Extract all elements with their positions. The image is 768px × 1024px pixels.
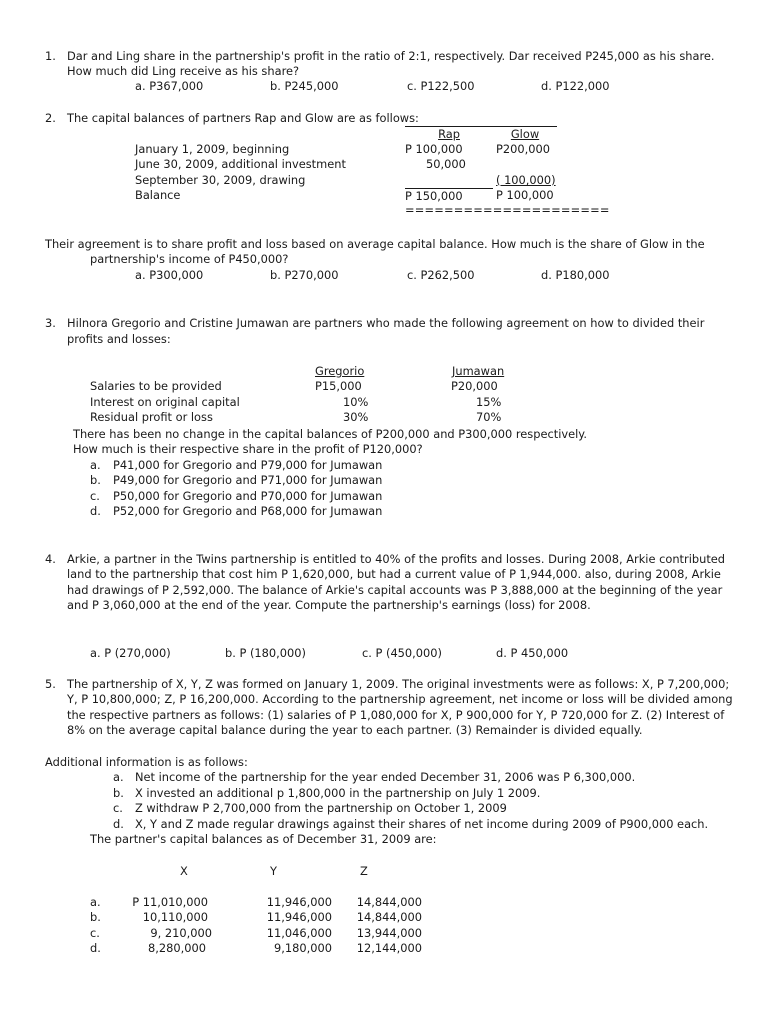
q1-number: 1.	[45, 49, 56, 63]
q3-note-line1: There has been no change in the capital balances of P200,000 and P300,000 respectively.	[73, 427, 588, 441]
q2-choice-a: a. P300,000	[135, 268, 204, 282]
q2-row-rap: P 100,000	[405, 142, 463, 156]
q3-note-line2: How much is their respective share in the profit of P120,000?	[73, 442, 423, 456]
q2-choice-c: c. P262,500	[407, 268, 475, 282]
q3-text-line2: profits and losses:	[67, 332, 171, 346]
q3-row-gregorio: 10%	[343, 395, 369, 409]
q5-choice-x: 10,110,000	[142, 910, 208, 924]
q5-choice-z: 14,844,000	[356, 910, 422, 924]
q4-text-line4: and P 3,060,000 at the end of the year. Compute the partnership's earnings (loss) for 2008.	[67, 598, 591, 612]
q5-choice-y: 9,180,000	[274, 941, 332, 955]
q3-choice-letter: c.	[90, 489, 100, 503]
q4-choice-b: b. P (180,000)	[225, 646, 306, 660]
q3-row-gregorio: P15,000	[315, 379, 362, 393]
q4-choice-d: d. P 450,000	[496, 646, 569, 660]
q5-text-line3: the respective partners as follows: (1) salaries of P 1,080,000 for X, P 900,000 for Y, P 720,000 for Z. (2) Interest of	[67, 708, 725, 722]
q4-text-line2: land to the partnership that cost him P 1,620,000, but had a current value of P 1,944,000. also, during 2008, Arkie	[67, 567, 721, 581]
q5-col-x-header: X	[180, 864, 188, 878]
q5-additional-letter: a.	[113, 770, 124, 784]
q3-choice-text: P49,000 for Gregorio and P71,000 for Jumawan	[113, 473, 383, 487]
q5-number: 5.	[45, 677, 56, 691]
q3-choice-letter: d.	[90, 504, 101, 518]
q3-choice-letter: a.	[90, 458, 101, 472]
q3-choice-text: P50,000 for Gregorio and P70,000 for Jumawan	[113, 489, 383, 503]
q5-choice-y: 11,946,000	[266, 910, 332, 924]
q2-row-rap: 50,000	[426, 157, 466, 171]
q4-text-line1: Arkie, a partner in the Twins partnership is entitled to 40% of the profits and losses. During 2008, Arkie contributed	[67, 552, 726, 566]
q5-choice-letter: a.	[90, 895, 101, 909]
q5-additional-text: Z withdraw P 2,700,000 from the partnership on October 1, 2009	[135, 801, 507, 815]
q2-row-glow: ( 100,000)	[496, 173, 556, 187]
q5-col-z-header: Z	[360, 864, 368, 878]
q3-choice-text: P41,000 for Gregorio and P79,000 for Jumawan	[113, 458, 383, 472]
q5-text-line2: Y, P 10,800,000; Z, P 16,200,000. According to the partnership agreement, net income or loss will be divided among	[67, 692, 733, 706]
q5-choice-x: P 11,010,000	[132, 895, 208, 909]
q4-text-line3: had drawings of P 2,592,000. The balance of Arkie's capital accounts was P 3,888,000 at the beginning of the year	[67, 583, 723, 597]
q2-row-glow: P200,000	[496, 142, 550, 156]
q5-additional-text: Net income of the partnership for the year ended December 31, 2006 was P 6,300,000.	[135, 770, 636, 784]
q3-text-line1: Hilnora Gregorio and Cristine Jumawan are partners who made the following agreement on how to divided their	[67, 316, 705, 330]
q2-row-rap: P 150,000	[405, 188, 493, 203]
q5-choice-y: 11,946,000	[266, 895, 332, 909]
q5-choice-y: 11,046,000	[266, 926, 332, 940]
q2-row-label: Balance	[135, 188, 181, 202]
q2-row-glow: P 100,000	[496, 188, 554, 202]
q1-choice-d: d. P122,000	[541, 79, 610, 93]
q4-number: 4.	[45, 552, 56, 566]
q3-col-jumawan-header: Jumawan	[452, 364, 505, 378]
q2-row-label: September 30, 2009, drawing	[135, 173, 306, 187]
q3-choice-text: P52,000 for Gregorio and P68,000 for Jumawan	[113, 504, 383, 518]
q5-question: The partner's capital balances as of December 31, 2009 are:	[90, 832, 437, 846]
q3-number: 3.	[45, 316, 56, 330]
q3-col-gregorio-header: Gregorio	[315, 364, 365, 378]
q5-choice-letter: b.	[90, 910, 101, 924]
q5-choice-letter: c.	[90, 926, 100, 940]
q3-row-jumawan: P20,000	[451, 379, 498, 393]
q5-col-y-header: Y	[270, 864, 277, 878]
q5-choice-letter: d.	[90, 941, 101, 955]
q5-text-line1: The partnership of X, Y, Z was formed on January 1, 2009. The original investments were as follows: X, P 7,200,000;	[67, 677, 730, 691]
q3-row-gregorio: 30%	[343, 410, 369, 424]
q2-row-label: January 1, 2009, beginning	[135, 142, 290, 156]
q3-row-label: Interest on original capital	[90, 395, 240, 409]
q5-additional-text: X invested an additional p 1,800,000 in the partnership on July 1 2009.	[135, 786, 541, 800]
q5-choice-x: 8,280,000	[148, 941, 206, 955]
q1-choice-b: b. P245,000	[270, 79, 339, 93]
q1-choice-a: a. P367,000	[135, 79, 204, 93]
q2-choice-b: b. P270,000	[270, 268, 339, 282]
q5-additional-text: X, Y and Z made regular drawings against their shares of net income during 2009 of P900,000 each.	[135, 817, 709, 831]
q3-choice-letter: b.	[90, 473, 101, 487]
q2-paragraph-line1: Their agreement is to share profit and loss based on average capital balance. How much is the share of Glow in the	[45, 237, 705, 251]
q5-choice-x: 9, 210,000	[150, 926, 212, 940]
q4-choice-c: c. P (450,000)	[362, 646, 442, 660]
q3-row-jumawan: 15%	[476, 395, 502, 409]
q3-row-label: Salaries to be provided	[90, 379, 222, 393]
q5-text-line4: 8% on the average capital balance during the year to each partner. (3) Remainder is divided equally.	[67, 723, 643, 737]
q3-row-jumawan: 70%	[476, 410, 502, 424]
q2-intro: The capital balances of partners Rap and Glow are as follows:	[67, 111, 419, 125]
q5-additional-title: Additional information is as follows:	[45, 755, 248, 769]
q5-additional-letter: c.	[113, 801, 123, 815]
q2-choice-d: d. P180,000	[541, 268, 610, 282]
q2-paragraph-line2: partnership's income of P450,000?	[90, 252, 289, 266]
q4-choice-a: a. P (270,000)	[90, 646, 171, 660]
q2-double-rule: =====================	[405, 203, 610, 217]
q1-text-line1: Dar and Ling share in the partnership's profit in the ratio of 2:1, respectively. Dar received P245,000 as his share.	[67, 49, 715, 63]
q5-choice-z: 13,944,000	[356, 926, 422, 940]
q5-additional-letter: b.	[113, 786, 124, 800]
q2-row-label: June 30, 2009, additional investment	[135, 157, 346, 171]
q2-number: 2.	[45, 111, 56, 125]
q1-text-line2: How much did Ling receive as his share?	[67, 64, 300, 78]
q2-col-glow-header: Glow	[493, 126, 557, 141]
q1-choice-c: c. P122,500	[407, 79, 475, 93]
q5-choice-z: 12,144,000	[356, 941, 422, 955]
q2-col-rap-header: Rap	[405, 126, 493, 141]
q5-additional-letter: d.	[113, 817, 124, 831]
q5-choice-z: 14,844,000	[356, 895, 422, 909]
q3-row-label: Residual profit or loss	[90, 410, 213, 424]
